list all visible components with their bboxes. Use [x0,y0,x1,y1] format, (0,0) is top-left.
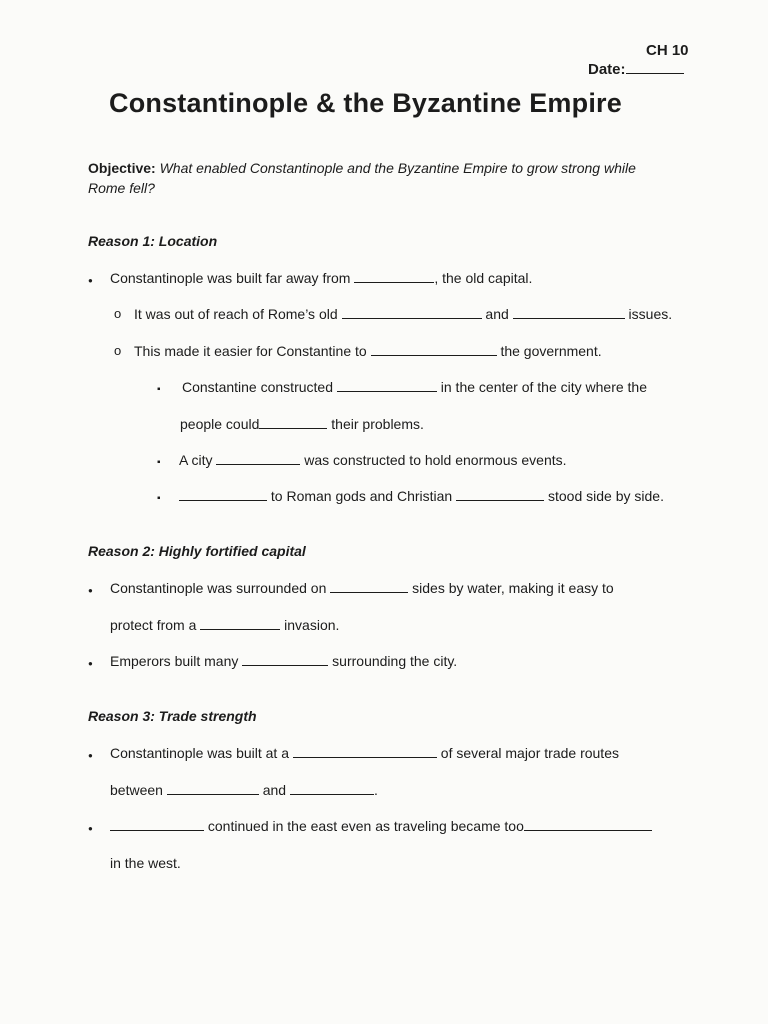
reason1-line-6 [179,452,567,468]
bullet-icon [88,272,93,288]
text: surrounding the city. [332,653,458,669]
text: and [262,782,287,798]
blank [524,818,652,831]
reason1-line-3 [134,343,602,359]
text: Constantinople was surrounded on [110,580,327,596]
reason1-line-1 [110,270,532,286]
page-title: Constantinople & the Byzantine Empire [109,88,622,118]
date-field [588,61,684,78]
chapter-label: CH 10 [646,42,689,59]
blank [216,452,300,465]
text: Constantinople was built at a [110,745,289,761]
text: Constantine constructed [182,379,333,395]
text: protect from a [110,617,197,633]
text: , the old capital. [434,270,533,286]
hollow-bullet-icon [114,305,121,321]
text: to Roman gods and Christian [270,488,453,504]
reason3-line-2 [110,782,378,798]
text: and [485,306,509,322]
blank [167,782,259,795]
reason2-line-1 [110,580,614,596]
blank [200,617,280,630]
text: stood side by side. [548,488,664,504]
text: invasion. [284,617,340,633]
reason1-line-2 [134,306,672,322]
reason3-line-4: in the west. [110,855,181,871]
blank [371,343,497,356]
reason1-heading: Reason 1: Location [88,233,218,249]
hollow-bullet-icon [114,342,121,358]
text: was constructed to hold enormous events. [304,452,567,468]
blank [330,580,408,593]
blank [337,379,437,392]
text: A city [179,452,213,468]
blank [342,306,482,319]
blank [456,488,544,501]
square-bullet-icon [157,380,161,396]
text: in the center of the city where the [440,379,647,395]
text: It was out of reach of Rome’s old [134,306,338,322]
text: people could [180,416,260,432]
text: continued in the east even as traveling became too [207,818,524,834]
square-bullet-icon [157,489,161,505]
text: This made it easier for Constantine to [134,343,367,359]
reason1-line-5 [180,416,424,432]
date-label: Date: [588,61,626,78]
text: between [110,782,163,798]
text: sides by water, making it easy to [412,580,614,596]
text: the government. [500,343,602,359]
bullet-icon [88,655,93,671]
reason3-line-3 [110,818,652,834]
reason3-heading: Reason 3: Trade strength [88,708,257,724]
blank [290,782,374,795]
objective-text-2: Rome fell? [88,180,155,196]
reason1-line-7 [179,488,664,504]
date-blank [626,61,684,74]
reason2-line-2 [110,617,339,633]
text: of several major trade routes [440,745,619,761]
text: their problems. [331,416,424,432]
text: . [373,782,378,798]
blank [513,306,625,319]
reason2-heading: Reason 2: Highly fortified capital [88,543,306,559]
blank [242,653,328,666]
bullet-icon [88,582,93,598]
reason2-line-3 [110,653,457,669]
objective-label: Objective: [88,160,156,176]
bullet-icon [88,747,93,763]
blank [354,270,434,283]
square-bullet-icon [157,453,161,469]
reason1-line-4 [182,379,647,395]
bullet-icon [88,820,93,836]
objective-text-1: What enabled Constantinople and the Byzantine Empire to grow strong while [159,160,636,176]
blank [110,818,204,831]
text: Emperors built many [110,653,239,669]
text: Constantinople was built far away from [110,270,351,286]
objective-line-1 [88,160,636,176]
blank [259,416,327,429]
text: issues. [628,306,673,322]
reason3-line-1 [110,745,619,761]
blank [293,745,437,758]
blank [179,488,267,501]
